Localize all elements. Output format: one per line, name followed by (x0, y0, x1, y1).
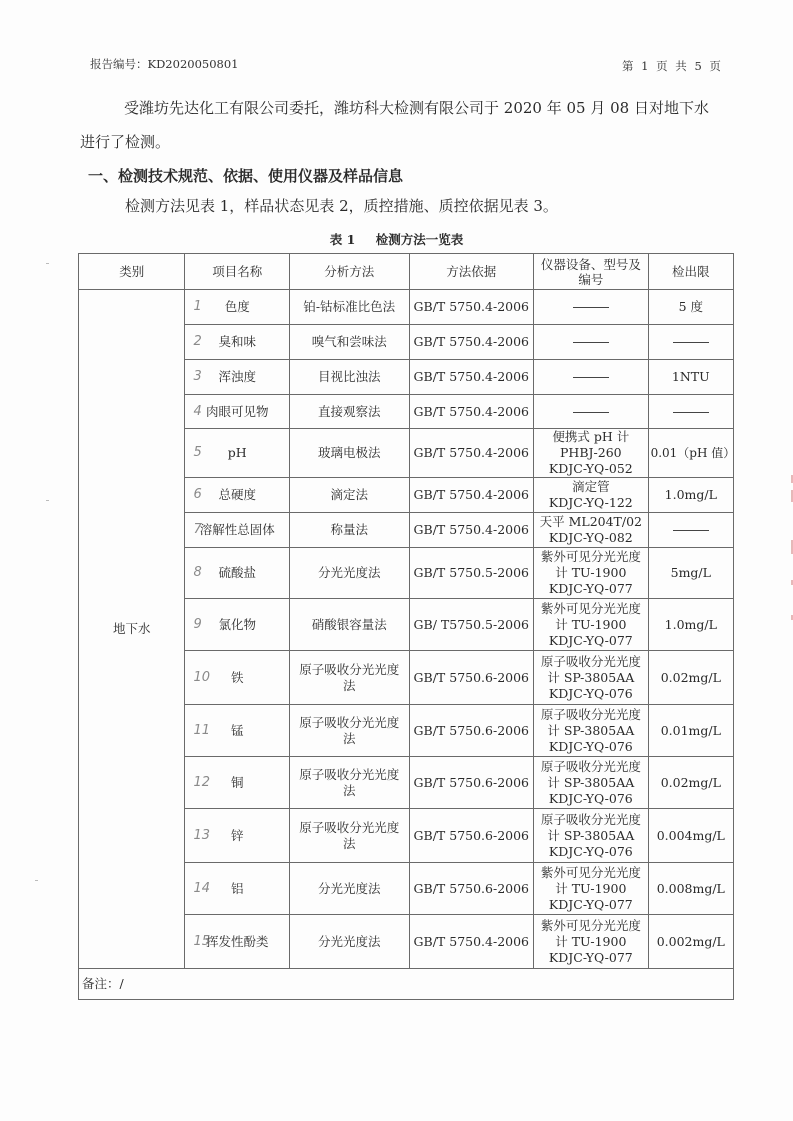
header-detection-limit: 检出限 (648, 254, 733, 290)
method-basis-cell: GB/T 5750.4-2006 (409, 429, 534, 478)
section-title: 一、检测技术规范、依据、使用仪器及样品信息 (88, 167, 404, 185)
method-basis-cell: GB/T 5750.4-2006 (409, 513, 534, 548)
instrument-cell (534, 290, 649, 325)
detection-limit-cell (648, 325, 733, 360)
item-name-cell (185, 757, 289, 809)
detection-limit-cell: 0.02mg/L (648, 757, 733, 809)
item-name-cell (185, 651, 289, 705)
instrument-cell: 紫外可见分光光度 计 TU-1900 KDJC-YQ-077 (534, 915, 649, 969)
handwritten-number: 15 (193, 933, 211, 949)
detection-limit-cell: 5 度 (648, 290, 733, 325)
item-name-cell (185, 290, 289, 325)
table-row (79, 290, 734, 325)
analysis-method-cell: 原子吸收分光光度 法 (289, 809, 409, 863)
detection-limit-cell: 0.004mg/L (648, 809, 733, 863)
instrument-cell (534, 395, 649, 429)
remarks-text: 备注：/ (79, 969, 734, 1000)
table-caption-title: 检测方法一览表 (375, 232, 464, 247)
item-name: 臭和味 (218, 334, 256, 349)
item-name: 浑浊度 (218, 369, 256, 384)
item-name: 硫酸盐 (218, 565, 256, 580)
detection-limit-cell: 1NTU (648, 360, 733, 395)
item-name-cell (185, 395, 289, 429)
item-name-cell (185, 478, 289, 513)
item-name-cell (185, 429, 289, 478)
empty-dash (573, 307, 609, 308)
detection-methods-table (78, 253, 734, 1000)
detection-limit-cell: 0.008mg/L (648, 863, 733, 915)
detection-limit-cell (648, 395, 733, 429)
detection-limit-cell: 0.01（pH 值） (648, 429, 733, 478)
method-basis-cell: GB/ T5750.5-2006 (409, 599, 534, 651)
method-basis-cell: GB/T 5750.6-2006 (409, 757, 534, 809)
item-name: 溶解性总固体 (199, 522, 275, 537)
detection-limit-cell: 5mg/L (648, 548, 733, 599)
method-basis-cell: GB/T 5750.4-2006 (409, 915, 534, 969)
method-basis-cell: GB/T 5750.6-2006 (409, 809, 534, 863)
item-name-cell (185, 548, 289, 599)
method-basis-cell: GB/T 5750.4-2006 (409, 478, 534, 513)
method-basis-cell: GB/T 5750.4-2006 (409, 290, 534, 325)
empty-dash (673, 412, 709, 413)
item-name-cell (185, 915, 289, 969)
instrument-cell: 原子吸收分光光度 计 SP-3805AA KDJC-YQ-076 (534, 809, 649, 863)
handwritten-number: 10 (193, 669, 211, 685)
instrument-cell (534, 325, 649, 360)
handwritten-number: 5 (193, 445, 202, 460)
instrument-cell: 紫外可见分光光度 计 TU-1900 KDJC-YQ-077 (534, 863, 649, 915)
handwritten-number: 13 (193, 827, 211, 843)
method-basis-cell: GB/T 5750.5-2006 (409, 548, 534, 599)
scan-dot (46, 500, 49, 501)
analysis-method-cell: 嗅气和尝味法 (289, 325, 409, 360)
header-instrument: 仪器设备、型号及编号 (534, 254, 649, 290)
item-name: 铁 (230, 669, 244, 685)
method-basis-cell: GB/T 5750.6-2006 (409, 705, 534, 757)
handwritten-number: 14 (193, 880, 211, 896)
empty-dash (573, 377, 609, 378)
handwritten-number: 3 (193, 369, 202, 384)
instrument-cell: 滴定管 KDJC-YQ-122 (534, 478, 649, 513)
analysis-method-cell: 称量法 (289, 513, 409, 548)
analysis-method-cell: 原子吸收分光光度 法 (289, 651, 409, 705)
remarks-row (79, 969, 734, 1000)
instrument-cell: 原子吸收分光光度 计 SP-3805AA KDJC-YQ-076 (534, 705, 649, 757)
header-method-basis: 方法依据 (409, 254, 534, 290)
report-number: 报告编号：KD2020050801 (90, 57, 239, 71)
scan-dot (46, 263, 49, 264)
analysis-method-cell: 滴定法 (289, 478, 409, 513)
method-basis-cell: GB/T 5750.6-2006 (409, 651, 534, 705)
analysis-method-cell: 原子吸收分光光度 法 (289, 757, 409, 809)
instrument-cell: 便携式 pH 计 PHBJ-260 KDJC-YQ-052 (534, 429, 649, 478)
analysis-method-cell: 玻璃电极法 (289, 429, 409, 478)
method-basis-cell: GB/T 5750.6-2006 (409, 863, 534, 915)
detection-limit-cell (648, 513, 733, 548)
handwritten-number: 12 (193, 774, 211, 790)
method-basis-cell: GB/T 5750.4-2006 (409, 360, 534, 395)
header-item-name: 项目名称 (185, 254, 289, 290)
handwritten-number: 11 (193, 722, 211, 738)
handwritten-number: 2 (193, 334, 202, 349)
detection-limit-cell: 1.0mg/L (648, 478, 733, 513)
item-name: 铝 (230, 880, 244, 896)
instrument-cell: 天平 ML204T/02 KDJC-YQ-082 (534, 513, 649, 548)
instrument-cell: 紫外可见分光光度 计 TU-1900 KDJC-YQ-077 (534, 548, 649, 599)
handwritten-number: 8 (193, 565, 202, 580)
header-category: 类别 (79, 254, 185, 290)
item-name: 锌 (230, 827, 244, 843)
empty-dash (673, 530, 709, 531)
item-name: 锰 (230, 722, 244, 738)
empty-dash (573, 412, 609, 413)
handwritten-number: 1 (193, 299, 202, 314)
handwritten-number: 9 (193, 616, 202, 632)
handwritten-number: 4 (193, 403, 202, 419)
item-name-cell (185, 705, 289, 757)
item-name: pH (227, 445, 247, 460)
handwritten-number: 7 (193, 522, 202, 537)
category-cell: 地下水 (79, 290, 185, 969)
handwritten-number: 6 (193, 487, 202, 502)
item-name-cell (185, 599, 289, 651)
item-name-cell (185, 325, 289, 360)
page-indicator: 第 1 页 共 5 页 (622, 59, 723, 73)
empty-dash (673, 342, 709, 343)
table-caption (0, 230, 793, 248)
item-name-cell (185, 360, 289, 395)
method-basis-cell: GB/T 5750.4-2006 (409, 325, 534, 360)
analysis-method-cell: 目视比浊法 (289, 360, 409, 395)
analysis-method-cell: 分光光度法 (289, 548, 409, 599)
table-caption-number: 表 1 (329, 232, 356, 247)
empty-dash (573, 342, 609, 343)
item-name-cell (185, 809, 289, 863)
scan-dot (35, 880, 38, 881)
analysis-method-cell: 原子吸收分光光度 法 (289, 705, 409, 757)
item-name: 肉眼可见物 (205, 403, 269, 419)
instrument-cell: 原子吸收分光光度 计 SP-3805AA KDJC-YQ-076 (534, 757, 649, 809)
item-name: 铜 (230, 774, 244, 790)
instrument-cell (534, 360, 649, 395)
analysis-method-cell: 直接观察法 (289, 395, 409, 429)
detection-limit-cell: 0.02mg/L (648, 651, 733, 705)
instrument-cell: 紫外可见分光光度 计 TU-1900 KDJC-YQ-077 (534, 599, 649, 651)
intro-paragraph: 受潍坊先达化工有限公司委托，潍坊科大检测有限公司于 2020 年 05 月 08 日对地下水进行了检测。 (80, 99, 709, 151)
section-text: 检测方法见表 1，样品状态见表 2，质控措施、质控依据见表 3。 (125, 197, 558, 215)
item-name: 色度 (224, 299, 250, 314)
analysis-method-cell: 铂-钴标准比色法 (289, 290, 409, 325)
analysis-method-cell: 硝酸银容量法 (289, 599, 409, 651)
detection-limit-cell: 0.002mg/L (648, 915, 733, 969)
analysis-method-cell: 分光光度法 (289, 863, 409, 915)
item-name-cell (185, 863, 289, 915)
item-name: 总硬度 (218, 487, 256, 502)
table-body (79, 290, 734, 969)
analysis-method-cell: 分光光度法 (289, 915, 409, 969)
item-name: 氯化物 (218, 616, 256, 632)
detection-limit-cell: 1.0mg/L (648, 599, 733, 651)
instrument-cell: 原子吸收分光光度 计 SP-3805AA KDJC-YQ-076 (534, 651, 649, 705)
detection-limit-cell: 0.01mg/L (648, 705, 733, 757)
method-basis-cell: GB/T 5750.4-2006 (409, 395, 534, 429)
table-header-row (79, 254, 734, 290)
item-name: 挥发性酚类 (205, 933, 269, 949)
header-analysis-method: 分析方法 (289, 254, 409, 290)
item-name-cell (185, 513, 289, 548)
